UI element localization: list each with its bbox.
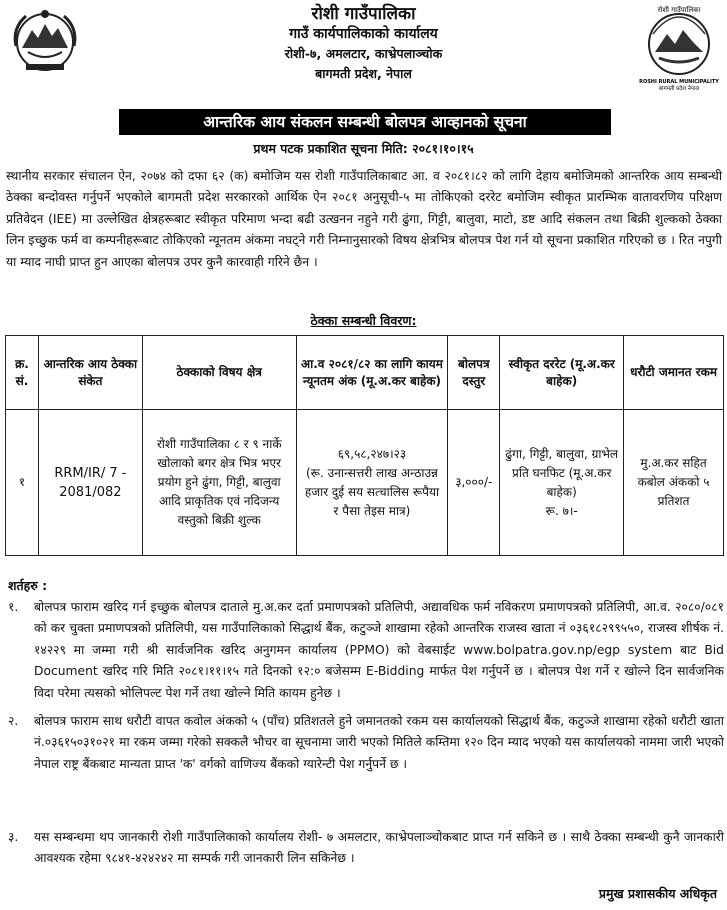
col-header-code: आन्तरिक आय ठेक्का संकेत <box>38 336 142 410</box>
condition-item <box>8 711 724 775</box>
condition-text: बोलपत्र फाराम खरिद गर्न इच्छुक बोलपत्र दाताले मु.अ.कर दर्ता प्रमाणपत्रको प्रतिलिपी, अद्यावधिक फर्म नविकरण प्रमाणपत्रको प्रतिलिपी, आ.व. २०८०/०८१ को कर चुक्ता प्रमाणपत्रको प्रतिलिपी, यस गाउँपालिकाको सिद्धार्थ बैंक, कटुञ्जे शाखामा रहेको आन्तरिक राजस्व खाता नं ०३६१८२९९५५०, राजस्व शीर्षक नं. १४२२९ मा जम्मा गरी श्री सार्वजनिक खरिद अनुगमन कार्यालय (PPMO) को वेबसाईट www.bolpatra.gov.np/egp system बाट Bid Document खरिद गरि मिति २०८१।११।१५ गते दिनको १२:० बजेसम्म E-Bidding मार्फत पेश गर्नुपर्ने छ । बोलपत्र पेश गर्ने र खोल्ने दिन सार्वजनिक विदा परेमा त्यसको भोलिपल्ट पेश गर्ने तथा खोल्ने मिति कायम हुनेछ । <box>34 600 724 700</box>
contract-details-table <box>5 335 724 556</box>
cell-rate <box>500 410 624 556</box>
cell-subject: रोशी गाउँपालिका ८ र ९ नार्के खोलाको बगर क्षेत्र भित्र भएर प्रयोग हुने ढुंगा, गिट्टी, बालुवा आदि प्राकृतिक एवं नदिजन्य वस्तुको बिक्री शुल्क <box>142 410 296 556</box>
col-header-fee: बोलपत्र दस्तुर <box>448 336 500 410</box>
signature-title: प्रमुख प्रशासकीय अधिकृत <box>598 886 717 901</box>
col-header-deposit: धरौटी जमानत रकम <box>624 336 724 410</box>
office-name: गाउँ कार्यपालिकाको कार्यालय <box>289 26 438 42</box>
condition-item <box>8 827 724 870</box>
col-header-sn: क्र. सं. <box>6 336 39 410</box>
col-header-min-amount: आ.व २०८१/८२ का लागि कायम न्यूनतम अंक (मू.अ.कर बाहेक) <box>296 336 448 410</box>
condition-text: यस सम्बन्धमा थप जानकारी रोशी गाउँपालिकाको कार्यालय रोशी- ७ अमलटार, काभ्रेपलाञ्चोकबाट प्राप्त गर्न सकिने छ । साथै ठेक्का सम्बन्धी कुनै जानकारी आवश्यक रहेमा ९८४१-४२४२४२ मा सम्पर्क गरी जानकारी लिन सकिनेछ । <box>34 830 724 866</box>
table-header-row <box>6 336 724 410</box>
province-country: बागमती प्रदेश, नेपाल <box>315 66 412 81</box>
col-header-rate: स्वीकृत दररेट (मू.अ.कर बाहेक) <box>500 336 624 410</box>
municipality-name: रोशी गाउँपालिका <box>311 4 416 24</box>
cell-min-amount <box>296 410 448 556</box>
condition-number: १. <box>8 600 19 614</box>
col-header-subject: ठेक्काको विषय क्षेत्र <box>142 336 296 410</box>
cell-fee: ३,०००/- <box>448 410 500 556</box>
header <box>0 0 727 108</box>
municipality-logo-icon <box>637 4 721 92</box>
contract-details-title: ठेक्का सम्बन्धी विवरण: <box>310 313 417 328</box>
condition-item <box>8 597 724 704</box>
svg-text:रोशी गाउँपालिका: रोशी गाउँपालिका <box>657 6 701 14</box>
cell-deposit: मु.अ.कर सहित कबोल अंकको ५ प्रतिशत <box>624 410 724 556</box>
office-address: रोशी-७, अमलटार, काभ्रेपलाञ्चोक <box>284 46 443 61</box>
rate-description: ढुंगा, गिट्टी, बालुवा, ग्राभेल प्रति घनफिट (मू.अ.कर बाहेक) <box>505 446 619 499</box>
table-row <box>6 410 724 556</box>
condition-text: बोलपत्र फाराम साथ धरौटी वापत कवोल अंकको ५ (पाँच) प्रतिशतले हुने जमानतको रकम यस कार्यालयको सिद्धार्थ बैंक, कटुञ्जे शाखामा रहेको धरौटी खाता नं.०३६१५०३१०२१ मा रकम जम्मा गरेको सक्कलै भौचर वा सूचनामा जारी भएको मितिले कम्तिमा १२० दिन म्याद भएको यस कार्यालयको नाममा जारी भएको नेपाल राष्ट्र बैंकबाट मान्यता प्राप्त 'क' वर्गको वाणिज्य बैंकको ग्यारेन्टी पेश गर्नुपर्ने छ । <box>34 714 724 771</box>
cell-sn: १ <box>6 410 39 556</box>
svg-text:ROSHI RURAL MUNICIPALITY: ROSHI RURAL MUNICIPALITY <box>639 79 719 85</box>
min-amount-figure: ६९,५८,२४७।२३ <box>337 446 407 461</box>
publication-date: प्रथम पटक प्रकाशित सूचना मिति: २०८१।१०।१५ <box>253 141 474 156</box>
svg-text:बागमती प्रदेश नेपाल: बागमती प्रदेश नेपाल <box>658 86 700 92</box>
rate-value: रू. ७।- <box>545 503 578 518</box>
condition-number: ३. <box>8 830 19 844</box>
cell-code: RRM/IR/ 7 - 2081/082 <box>38 410 142 556</box>
intro-paragraph: स्थानीय सरकार संचालन ऐन, २०७४ को दफा ६२ (क) बमोजिम यस रोशी गाउँपालिकाबाट आ. व २०८१।८२ को लागि देहाय बमोजिमको आन्तरिक आय सम्बन्धी ठेक्का बन्दोवस्त गर्नुपर्ने भएकोले बागमती प्रदेश सरकारको आर्थिक ऐन २०८१ अनुसूची-५ मा तोकिएको दररेट बमोजिम स्वीकृत प्रारम्भिक वातावरणिय परिक्षण प्रतिवेदन (IEE) मा उल्लेखित क्षेत्रहरूबाट स्वीकृत परिमाण भन्दा बढी उत्खनन नहुने गरी ढुंगा, गिट्टी, बालुवा, माटो, डष्ट आदि संकलन तथा बिक्री शुल्कको ठेक्का लिन इच्छुक फर्म वा कम्पनीहरूबाट तोकिएको न्यूनतम अंकमा नघट्ने गरी निम्नानुसारको विषय क्षेत्रभित्र बोलपत्र पेश गर्न यो सूचना प्रकाशित गरिएको छ । रित नपुगी या म्याद नाघी प्राप्त हुन आएका बोलपत्र उपर कुनै कारवाही गरिने छैन । <box>6 169 722 269</box>
min-amount-words: (रू. उनान्सत्तरी लाख अन्ठाउन्न हजार दुई सय सत्चालिस रूपैया र पैसा तेइस मात्र) <box>304 465 440 518</box>
condition-number: २. <box>8 714 19 728</box>
notice-title-banner: आन्तरिक आय संकलन सम्बन्धी बोलपत्र आव्हानको सूचना <box>119 109 611 135</box>
conditions-title: शर्तहरु : <box>8 578 48 593</box>
